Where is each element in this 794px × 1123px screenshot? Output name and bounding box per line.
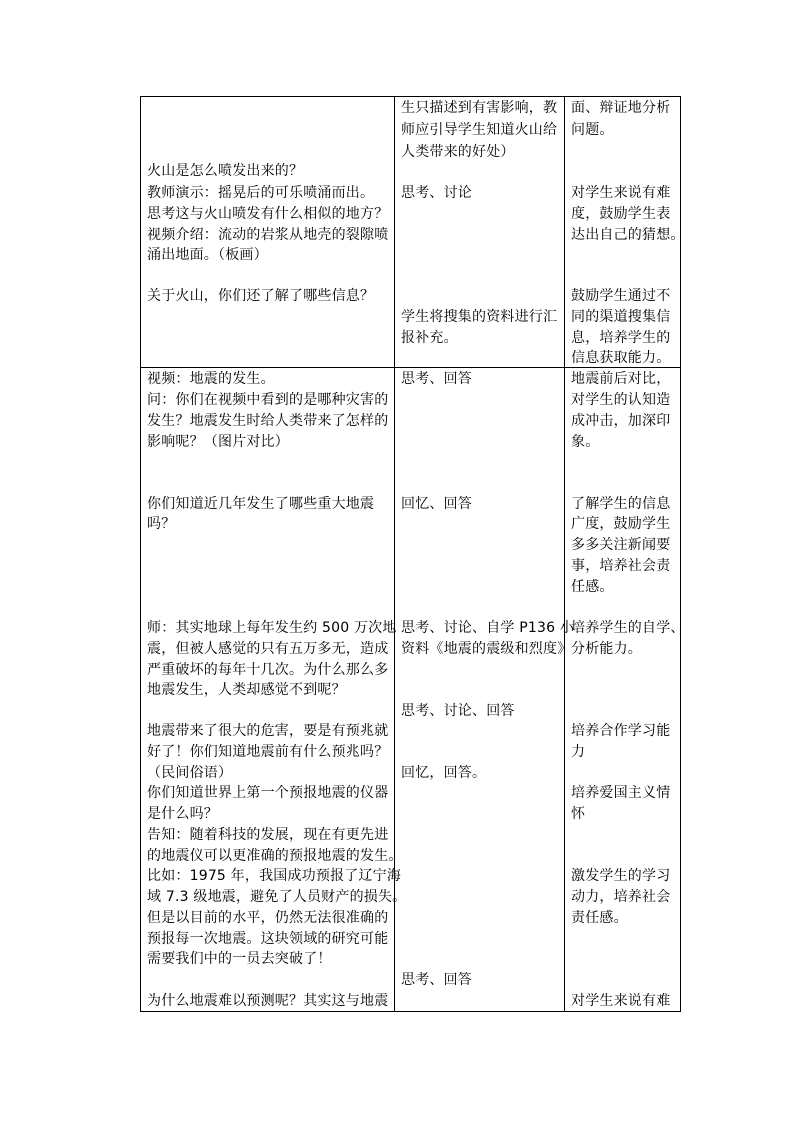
table-cell-text: 同的渠道搜集信	[571, 309, 671, 325]
table-cell-text: 比如：1975 年，我国成功预报了辽宁海	[147, 868, 402, 884]
table-cell-text: 思考、讨论、回答	[401, 703, 515, 719]
table-cell-text: 息，培养学生的	[571, 330, 671, 346]
table-cell-text: 震，但被人感觉的只有五万多无，造成	[147, 641, 389, 657]
table-cell-text: 学生将搜集的资料进行汇	[401, 309, 558, 325]
table-cell-text: 报补充。	[401, 330, 458, 346]
table-cell-text: 了解学生的信息	[571, 496, 671, 512]
table-cell-text: 火山是怎么喷发出来的？	[147, 163, 304, 179]
table-cell-text: 信息获取能力。	[571, 350, 671, 366]
table-cell-text: 对学生来说有难	[571, 185, 671, 201]
table-cell-text: 面、辩证地分析	[571, 100, 671, 116]
table-cell-text: 鼓励学生通过不	[571, 288, 671, 304]
table-cell-text: 教师演示：摇晃后的可乐喷涌而出。	[147, 185, 375, 201]
table-cell-text: 生只描述到有害影响，教	[401, 100, 558, 116]
table-cell-text: 事，培养社会责	[571, 558, 671, 574]
table-cell-text: 是什么吗？	[147, 806, 218, 822]
table-cell-text: 影响呢？（图片对比）	[147, 434, 289, 450]
table-cell-text: 任感。	[571, 579, 614, 595]
table-cell-text: 但是以目前的水平，仍然无法很准确的	[147, 910, 389, 926]
table-cell-text: 人类带来的好处）	[401, 144, 515, 160]
table-cell-text: 需要我们中的一员去突破了！	[147, 951, 332, 967]
table-cell-text: 好了！你们知道地震前有什么预兆吗？	[147, 744, 389, 760]
table-cell-text: 分析能力。	[571, 641, 642, 657]
table-cell-text: 地震前后对比，	[571, 371, 671, 387]
table-cell-text: 思考这与火山喷发有什么相似的地方？	[147, 206, 389, 222]
table-cell-text: 预报每一次地震。这块领域的研究可能	[147, 931, 389, 947]
table-cell-text: 问题。	[571, 122, 614, 138]
table-cell-text: 激发学生的学习	[571, 868, 671, 884]
table-cell-text: 培养合作学习能	[571, 723, 671, 739]
table-cell-text: 告知：随着科技的发展，现在有更先进	[147, 827, 389, 843]
table-cell-text: 思考、讨论	[401, 185, 472, 201]
table-cell-text: 视频介绍：流动的岩浆从地壳的裂隙喷	[147, 227, 389, 243]
table-cell-text: 广度，鼓励学生	[571, 516, 671, 532]
table-cell-text: 培养学生的自学、	[571, 620, 685, 636]
table-cell-text: 涌出地面。（板画）	[147, 247, 268, 263]
table-cell-text: 力	[571, 744, 586, 760]
table-cell-text: 关于火山，你们还了解了哪些信息？	[147, 288, 375, 304]
table-cell-text: 培养爱国主义情	[571, 785, 671, 801]
table-cell-text: 思考、讨论、自学 P136 小	[401, 620, 575, 636]
table-cell-text: 度，鼓励学生表	[571, 206, 671, 222]
table-cell-text: 域 7.3 级地震，避免了人员财产的损失。	[147, 889, 407, 905]
table-cell-text: 你们知道世界上第一个预报地震的仪器	[147, 785, 389, 801]
table-cell-text: 成冲击，加深印	[571, 413, 671, 429]
table-divider-2	[564, 96, 565, 1012]
table-cell-text: 为什么地震难以预测呢？其实这与地震	[147, 993, 389, 1009]
table-cell-text: 对学生来说有难	[571, 993, 671, 1009]
table-cell-text: 资料《地震的震级和烈度》	[401, 641, 572, 657]
table-cell-text: 回忆、回答	[401, 496, 472, 512]
table-cell-text: 多多关注新闻要	[571, 537, 671, 553]
table-cell-text: 你们知道近几年发生了哪些重大地震	[147, 496, 375, 512]
table-cell-text: 象。	[571, 434, 600, 450]
table-cell-text: 视频：地震的发生。	[147, 371, 275, 387]
table-cell-text: 发生？地震发生时给人类带来了怎样的	[147, 413, 389, 429]
table-cell-text: 问：你们在视频中看到的是哪种灾害的	[147, 392, 389, 408]
table-cell-text: 严重破坏的每年十几次。为什么那么多	[147, 662, 389, 678]
table-cell-text: 对学生的认知造	[571, 392, 671, 408]
table-cell-text: 师应引导学生知道火山给	[401, 122, 558, 138]
table-border-left	[140, 96, 141, 1012]
table-cell-text: 责任感。	[571, 910, 628, 926]
table-cell-text: 地震带来了很大的危害，要是有预兆就	[147, 723, 389, 739]
table-cell-text: 思考、回答	[401, 371, 472, 387]
table-cell-text: 达出自己的猜想。	[571, 227, 685, 243]
table-cell-text: 的地震仪可以更准确的预报地震的发生。	[147, 848, 403, 864]
table-cell-text: （民间俗语）	[147, 765, 233, 781]
table-cell-text: 回忆，回答。	[401, 765, 487, 781]
table-cell-text: 动力，培养社会	[571, 889, 671, 905]
table-cell-text: 怀	[571, 806, 586, 822]
table-cell-text: 师：其实地球上每年发生约 500 万次地	[147, 620, 397, 636]
table-cell-text: 地震发生，人类却感觉不到呢？	[147, 682, 346, 698]
table-cell-text: 吗？	[147, 516, 176, 532]
table-cell-text: 思考、回答	[401, 972, 472, 988]
